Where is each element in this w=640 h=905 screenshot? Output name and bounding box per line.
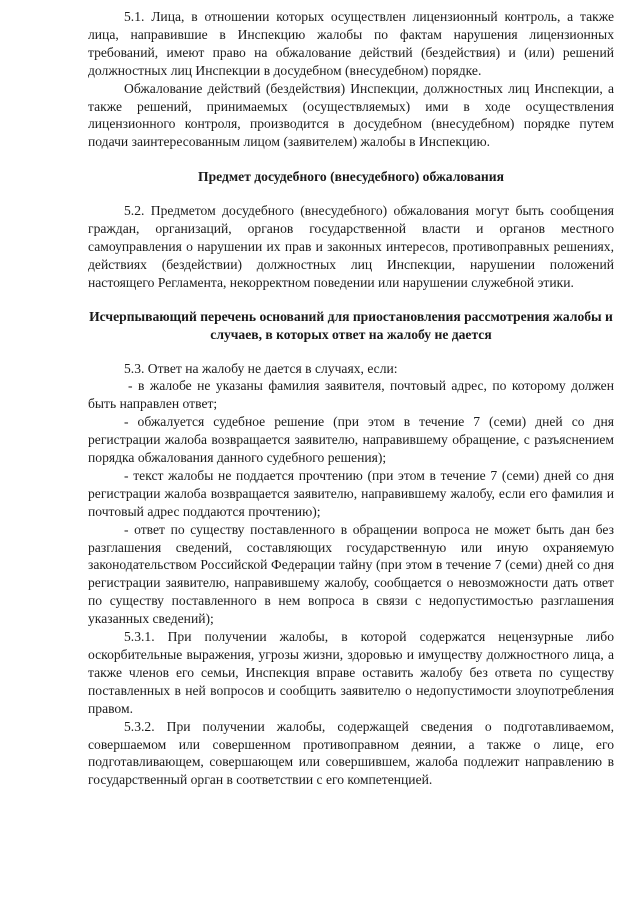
paragraph-5-2: 5.2. Предметом досудебного (внесудебного) обжалования могут быть сообщения граждан, организаций, органов государственной власти и органов местного самоуправления о нарушении их прав и законных интересов, противоправных решениях, действиях (бездействии) должностных лиц Инспекции, нарушении положений настоящего Регламента, некорректном поведении или нарушении служебной этики. [88,203,614,290]
document-page [88,8,614,789]
paragraph-5-3-1: 5.3.1. При получении жалобы, в которой содержатся нецензурные либо оскорбительные выражения, угрозы жизни, здоровью и имуществу должностного лица, а также членов его семьи, Инспекция вправе оставить жалобу без ответа по существу поставленных в ней вопросов и сообщить заявителю о недопустимости злоупотребления правом. [88,629,614,716]
paragraph-5-3-2: 5.3.2. При получении жалобы, содержащей сведения о подготавливаемом, совершаемом или совершенном противоправном деянии, а также о лице, его подготавливающем, совершающем или совершившем, жалоба подлежит направлению в государственный орган в соответствии с его компетенцией. [88,718,614,788]
paragraph-5-1: 5.1. Лица, в отношении которых осуществлен лицензионный контроль, а также лица, направившие в Инспекцию жалобы по фактам нарушения лицензионных требований, имеют право на обжалование действий (бездействия) и (или) решений должностных лиц Инспекции в досудебном (внесудебном) порядке. [88,9,614,78]
list-item-unreadable: - текст жалобы не поддается прочтению (при этом в течение 7 (семи) дней со дня регистрации жалоба возвращается заявителю, направившему жалобу, если его фамилия и почтовый адрес поддаются прочтению); [88,467,614,519]
list-item-no-name: - в жалобе не указаны фамилия заявителя, почтовый адрес, по которому должен быть направлен ответ; [88,378,614,412]
heading-appeal-subject: Предмет досудебного (внесудебного) обжалования [198,169,504,185]
list-item-court-decision: - обжалуется судебное решение (при этом в течение 7 (семи) дней со дня регистрации жалоба возвращается заявителю, направившему обращение, с разъяснением порядка обжалования данного судебного решения); [88,414,614,466]
heading-suspension-grounds: Исчерпывающий перечень оснований для приостановления рассмотрения жалобы и случаев, в которых ответ на жалобу не дается [89,308,613,342]
paragraph-5-1-appeal: Обжалование действий (бездействия) Инспекции, должностных лиц Инспекции, а также решений, принимаемых (осуществляемых) ими в ходе осуществления лицензионного контроля, производится в досудебном (внесудебном) порядке путем подачи заинтересованным лицом (заявителем) жалобы в Инспекцию. [88,80,614,150]
paragraph-5-3-intro: 5.3. Ответ на жалобу не дается в случаях, если: [124,360,398,376]
list-item-secret: - ответ по существу поставленного в обращении вопроса не может быть дан без разглашения сведений, составляющих государственную или иную охраняемую законодательством Российской Федерации тайну (при этом в течение 7 (семи) дней со дня регистрации заявителю, направившему жалобу, сообщается о невозможности дать ответ по существу поставленного в нем вопроса в связи с недопустимостью разглашения указанных сведений); [88,521,614,627]
